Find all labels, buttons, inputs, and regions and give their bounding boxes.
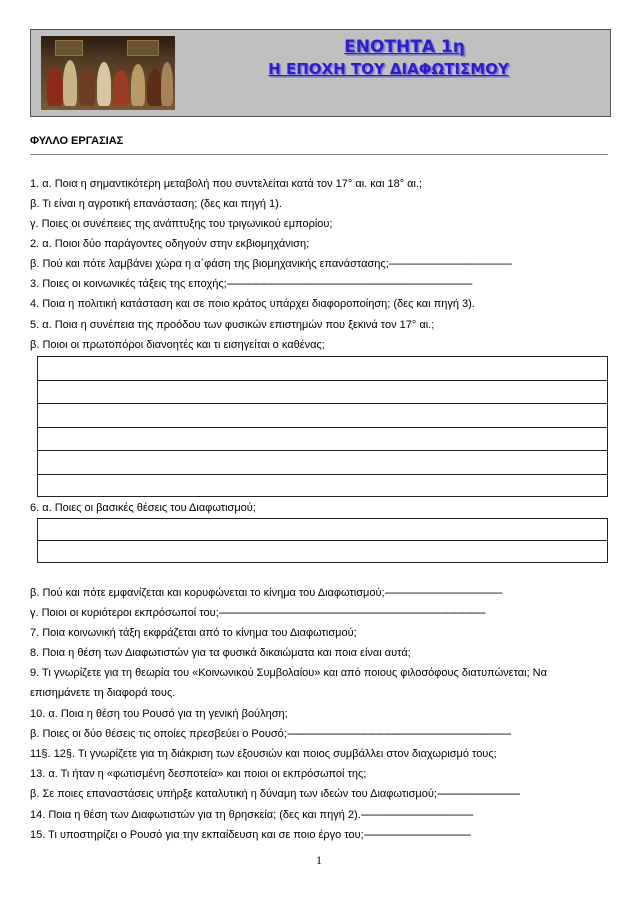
title-divider [30,154,608,155]
answer-line[interactable] [38,519,607,541]
question-2a: 2. α. Ποιοι δύο παράγοντες οδηγούν στην εκβιομηχάνιση; [30,238,310,250]
question-13a: 13. α. Τι ήταν η «φωτισμένη δεσποτεία» και ποιοι οι εκπρόσωποί της; [30,768,367,780]
question-15: 15. Τι υποστηρίζει ο Ρουσό για την εκπαίδευση και σε ποιο έργο του;---------------------------------------- [30,829,471,841]
question-13b: β. Σε ποιες επαναστάσεις υπήρξε καταλυτική η δύναμη των ιδεών του Διαφωτισμού;------------------------------- [30,788,520,800]
answer-lines-5 [37,356,608,497]
question-6c: γ. Ποιοι οι κυριότεροι εκπρόσωποί του;---------------------------------------------------------------------------------------------------- [30,607,485,619]
question-9: 9. Τι γνωρίζετε για τη θεωρία του «Κοινωνικού Συμβολαίου» και από ποιους φιλοσόφους διατυπώνεται; Να επισημάνετε τη διαφορά τους. [30,667,547,699]
question-10b: β. Ποιες οι δύο θέσεις τις οποίες πρεσβεύει ο Ρουσό;------------------------------------------------------------------------------------ [30,728,511,740]
question-1b: β. Τι είναι η αγροτική επανάσταση; (δες και πηγή 1). [30,198,282,210]
answer-line[interactable] [38,428,607,452]
answer-line[interactable] [38,381,607,405]
question-2b: β. Πού και πότε λαμβάνει χώρα η α΄φάση της βιομηχανικής επανάστασης;---------------------------------------------- [30,258,512,270]
question-4: 4. Ποια η πολιτική κατάσταση και σε ποιο κράτος υπάρχει διαφοροποίηση; (δες και πηγή 3). [30,298,475,310]
answer-line[interactable] [38,404,607,428]
question-6a: 6. α. Ποιες οι βασικές θέσεις του Διαφωτισμού; [30,502,256,514]
title-block [181,36,604,80]
question-3: 3. Ποιες οι κοινωνικές τάξεις της εποχής;-------------------------------------------------------------------------------------------- [30,278,472,290]
question-14: 14. Ποια η θέση των Διαφωτιστών για τη θρησκεία; (δες και πηγή 2).------------------------------------------ [30,809,473,821]
question-1c: γ. Ποιες οι συνέπειες της ανάπτυξης του τριγωνικού εμπορίου; [30,218,333,230]
question-11-12: 11§. 12§. Τι γνωρίζετε για τη διάκριση των εξουσιών και ποιος συμβάλλει στον διαχωρισμό τους; [30,748,497,760]
question-6b: β. Πού και πότε εμφανίζεται και κορυφώνεται το κίνημα του Διαφωτισμού;-------------------------------------------- [30,587,502,599]
question-1a: 1. α. Ποια η σημαντικότερη μεταβολή που συντελείται κατά τον 17° αι. και 18° αι.; [30,178,423,190]
header-banner [30,29,611,117]
answer-line[interactable] [38,541,607,562]
enlightenment-salon-painting [41,36,175,110]
unit-subtitle: Η ΕΠΟΧΗ ΤΟΥ ΔΙΑΦΩΤΙΣΜΟΥ [268,60,509,78]
unit-title: ΕΝΟΤΗΤΑ 1η [344,37,465,57]
question-10a: 10. α. Ποια η θέση του Ρουσό για τη γενική βούληση; [30,708,288,720]
answer-line[interactable] [38,451,607,475]
page-number: 1 [316,853,322,867]
answer-lines-6 [37,518,608,563]
answer-line[interactable] [38,475,607,497]
question-8: 8. Ποια η θέση των Διαφωτιστών για τα φυσικά δικαιώματα και ποια είναι αυτά; [30,647,411,659]
answer-line[interactable] [38,357,607,381]
question-7: 7. Ποια κοινωνική τάξη εκφράζεται από το κίνημα του Διαφωτισμού; [30,627,357,639]
question-5b: β. Ποιοι οι πρωτοπόροι διανοητές και τι εισηγείται ο καθένας; [30,339,325,351]
worksheet-title: ΦΥΛΛΟ ΕΡΓΑΣΙΑΣ [30,135,124,147]
question-5a: 5. α. Ποια η συνέπεια της προόδου των φυσικών επιστημών που ξεκινά τον 17° αι.; [30,319,435,331]
